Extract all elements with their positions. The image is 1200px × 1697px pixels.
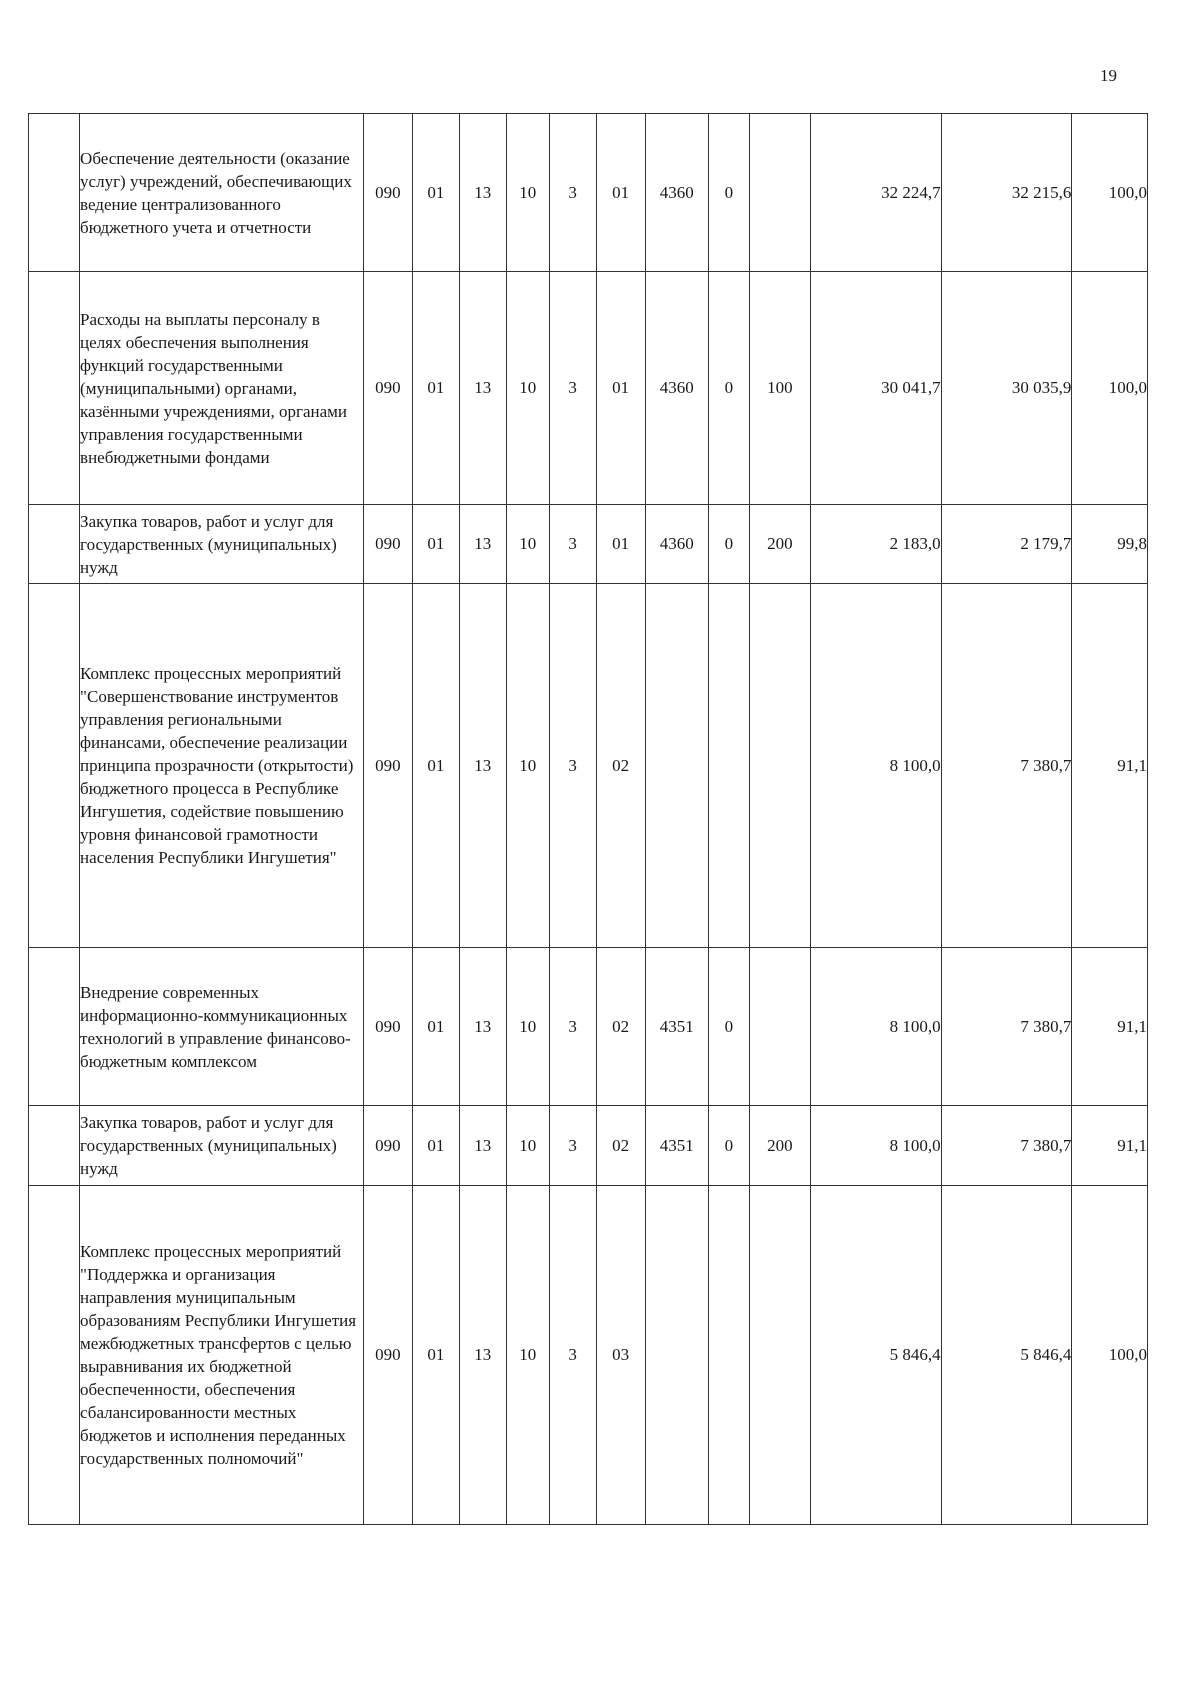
table-body [29,114,1148,1525]
rz-code: 01 [412,1106,459,1186]
row-name: Внедрение современных информационно-коммуникационных технологий в управление финансово-бюджетным комплексом [80,948,364,1106]
rz-code: 01 [412,584,459,948]
page-number: 19 [1100,66,1117,85]
direction-code [645,1186,708,1525]
fact-amount: 7 380,7 [941,948,1072,1106]
program-code: 10 [506,584,549,948]
execution-percent: 91,1 [1072,1106,1148,1186]
gr-code: 090 [363,114,412,272]
fact-amount: 7 380,7 [941,584,1072,948]
pr-code: 13 [459,272,506,505]
pr-code: 13 [459,584,506,948]
fact-amount: 2 179,7 [941,505,1072,584]
subprogram-type-code: 3 [549,1106,596,1186]
direction-suffix-code: 0 [708,1106,749,1186]
direction-code [645,584,708,948]
subprogram-type-code: 3 [549,114,596,272]
blank-cell [29,584,80,948]
execution-percent: 100,0 [1072,272,1148,505]
structural-element-code: 01 [596,272,645,505]
plan-amount: 5 846,4 [810,1186,941,1525]
expense-type-code [749,114,810,272]
execution-percent: 100,0 [1072,1186,1148,1525]
table-row [29,1106,1148,1186]
expense-type-code: 100 [749,272,810,505]
gr-code: 090 [363,584,412,948]
table-row [29,1186,1148,1525]
gr-code: 090 [363,948,412,1106]
rz-code: 01 [412,505,459,584]
row-name: Обеспечение деятельности (оказание услуг) учреждений, обеспечивающих ведение централизованного бюджетного учета и отчетности [80,114,364,272]
gr-code: 090 [363,1106,412,1186]
table-row [29,584,1148,948]
program-code: 10 [506,505,549,584]
plan-amount: 32 224,7 [810,114,941,272]
structural-element-code: 03 [596,1186,645,1525]
row-name: Закупка товаров, работ и услуг для государственных (муниципальных) нужд [80,1106,364,1186]
rz-code: 01 [412,272,459,505]
budget-table [28,113,1148,1525]
row-name: Закупка товаров, работ и услуг для государственных (муниципальных) нужд [80,505,364,584]
plan-amount: 8 100,0 [810,584,941,948]
execution-percent: 99,8 [1072,505,1148,584]
fact-amount: 7 380,7 [941,1106,1072,1186]
rz-code: 01 [412,1186,459,1525]
structural-element-code: 02 [596,584,645,948]
structural-element-code: 02 [596,948,645,1106]
pr-code: 13 [459,114,506,272]
pr-code: 13 [459,948,506,1106]
pr-code: 13 [459,1106,506,1186]
direction-suffix-code [708,1186,749,1525]
blank-cell [29,272,80,505]
pr-code: 13 [459,505,506,584]
direction-code: 4351 [645,1106,708,1186]
subprogram-type-code: 3 [549,272,596,505]
subprogram-type-code: 3 [549,948,596,1106]
blank-cell [29,1186,80,1525]
gr-code: 090 [363,505,412,584]
direction-suffix-code: 0 [708,948,749,1106]
table-row [29,505,1148,584]
direction-code: 4360 [645,114,708,272]
subprogram-type-code: 3 [549,1186,596,1525]
blank-cell [29,114,80,272]
direction-code: 4360 [645,505,708,584]
blank-cell [29,1106,80,1186]
direction-code: 4351 [645,948,708,1106]
plan-amount: 8 100,0 [810,948,941,1106]
rz-code: 01 [412,114,459,272]
program-code: 10 [506,1106,549,1186]
expense-type-code [749,1186,810,1525]
execution-percent: 100,0 [1072,114,1148,272]
program-code: 10 [506,272,549,505]
row-name: Комплекс процессных мероприятий "Поддержка и организация направления муниципальным образованиям Республики Ингушетия межбюджетных трансфертов с целью выравнивания их бюджетной обеспеченности, обеспечения сбалансированности местных бюджетов и исполнения переданных государственных полномочий" [80,1186,364,1525]
gr-code: 090 [363,272,412,505]
program-code: 10 [506,1186,549,1525]
row-name: Расходы на выплаты персоналу в целях обеспечения выполнения функций государственными (муниципальными) органами, казёнными учреждениями, органами управления государственными внебюджетными фондами [80,272,364,505]
direction-suffix-code: 0 [708,505,749,584]
subprogram-type-code: 3 [549,505,596,584]
expense-type-code [749,584,810,948]
pr-code: 13 [459,1186,506,1525]
row-name: Комплекс процессных мероприятий "Совершенствование инструментов управления региональными финансами, обеспечение реализации принципа прозрачности (открытости) бюджетного процесса в Республике Ингушетия, содействие повышению уровня финансовой грамотности населения Республики Ингушетия" [80,584,364,948]
direction-suffix-code: 0 [708,114,749,272]
table-row [29,948,1148,1106]
structural-element-code: 01 [596,505,645,584]
table-row [29,272,1148,505]
direction-suffix-code [708,584,749,948]
gr-code: 090 [363,1186,412,1525]
execution-percent: 91,1 [1072,948,1148,1106]
plan-amount: 8 100,0 [810,1106,941,1186]
program-code: 10 [506,114,549,272]
fact-amount: 30 035,9 [941,272,1072,505]
execution-percent: 91,1 [1072,584,1148,948]
plan-amount: 2 183,0 [810,505,941,584]
expense-type-code: 200 [749,1106,810,1186]
direction-code: 4360 [645,272,708,505]
program-code: 10 [506,948,549,1106]
expense-type-code: 200 [749,505,810,584]
table-row [29,114,1148,272]
blank-cell [29,505,80,584]
rz-code: 01 [412,948,459,1106]
structural-element-code: 02 [596,1106,645,1186]
plan-amount: 30 041,7 [810,272,941,505]
direction-suffix-code: 0 [708,272,749,505]
fact-amount: 32 215,6 [941,114,1072,272]
fact-amount: 5 846,4 [941,1186,1072,1525]
subprogram-type-code: 3 [549,584,596,948]
blank-cell [29,948,80,1106]
expense-type-code [749,948,810,1106]
structural-element-code: 01 [596,114,645,272]
